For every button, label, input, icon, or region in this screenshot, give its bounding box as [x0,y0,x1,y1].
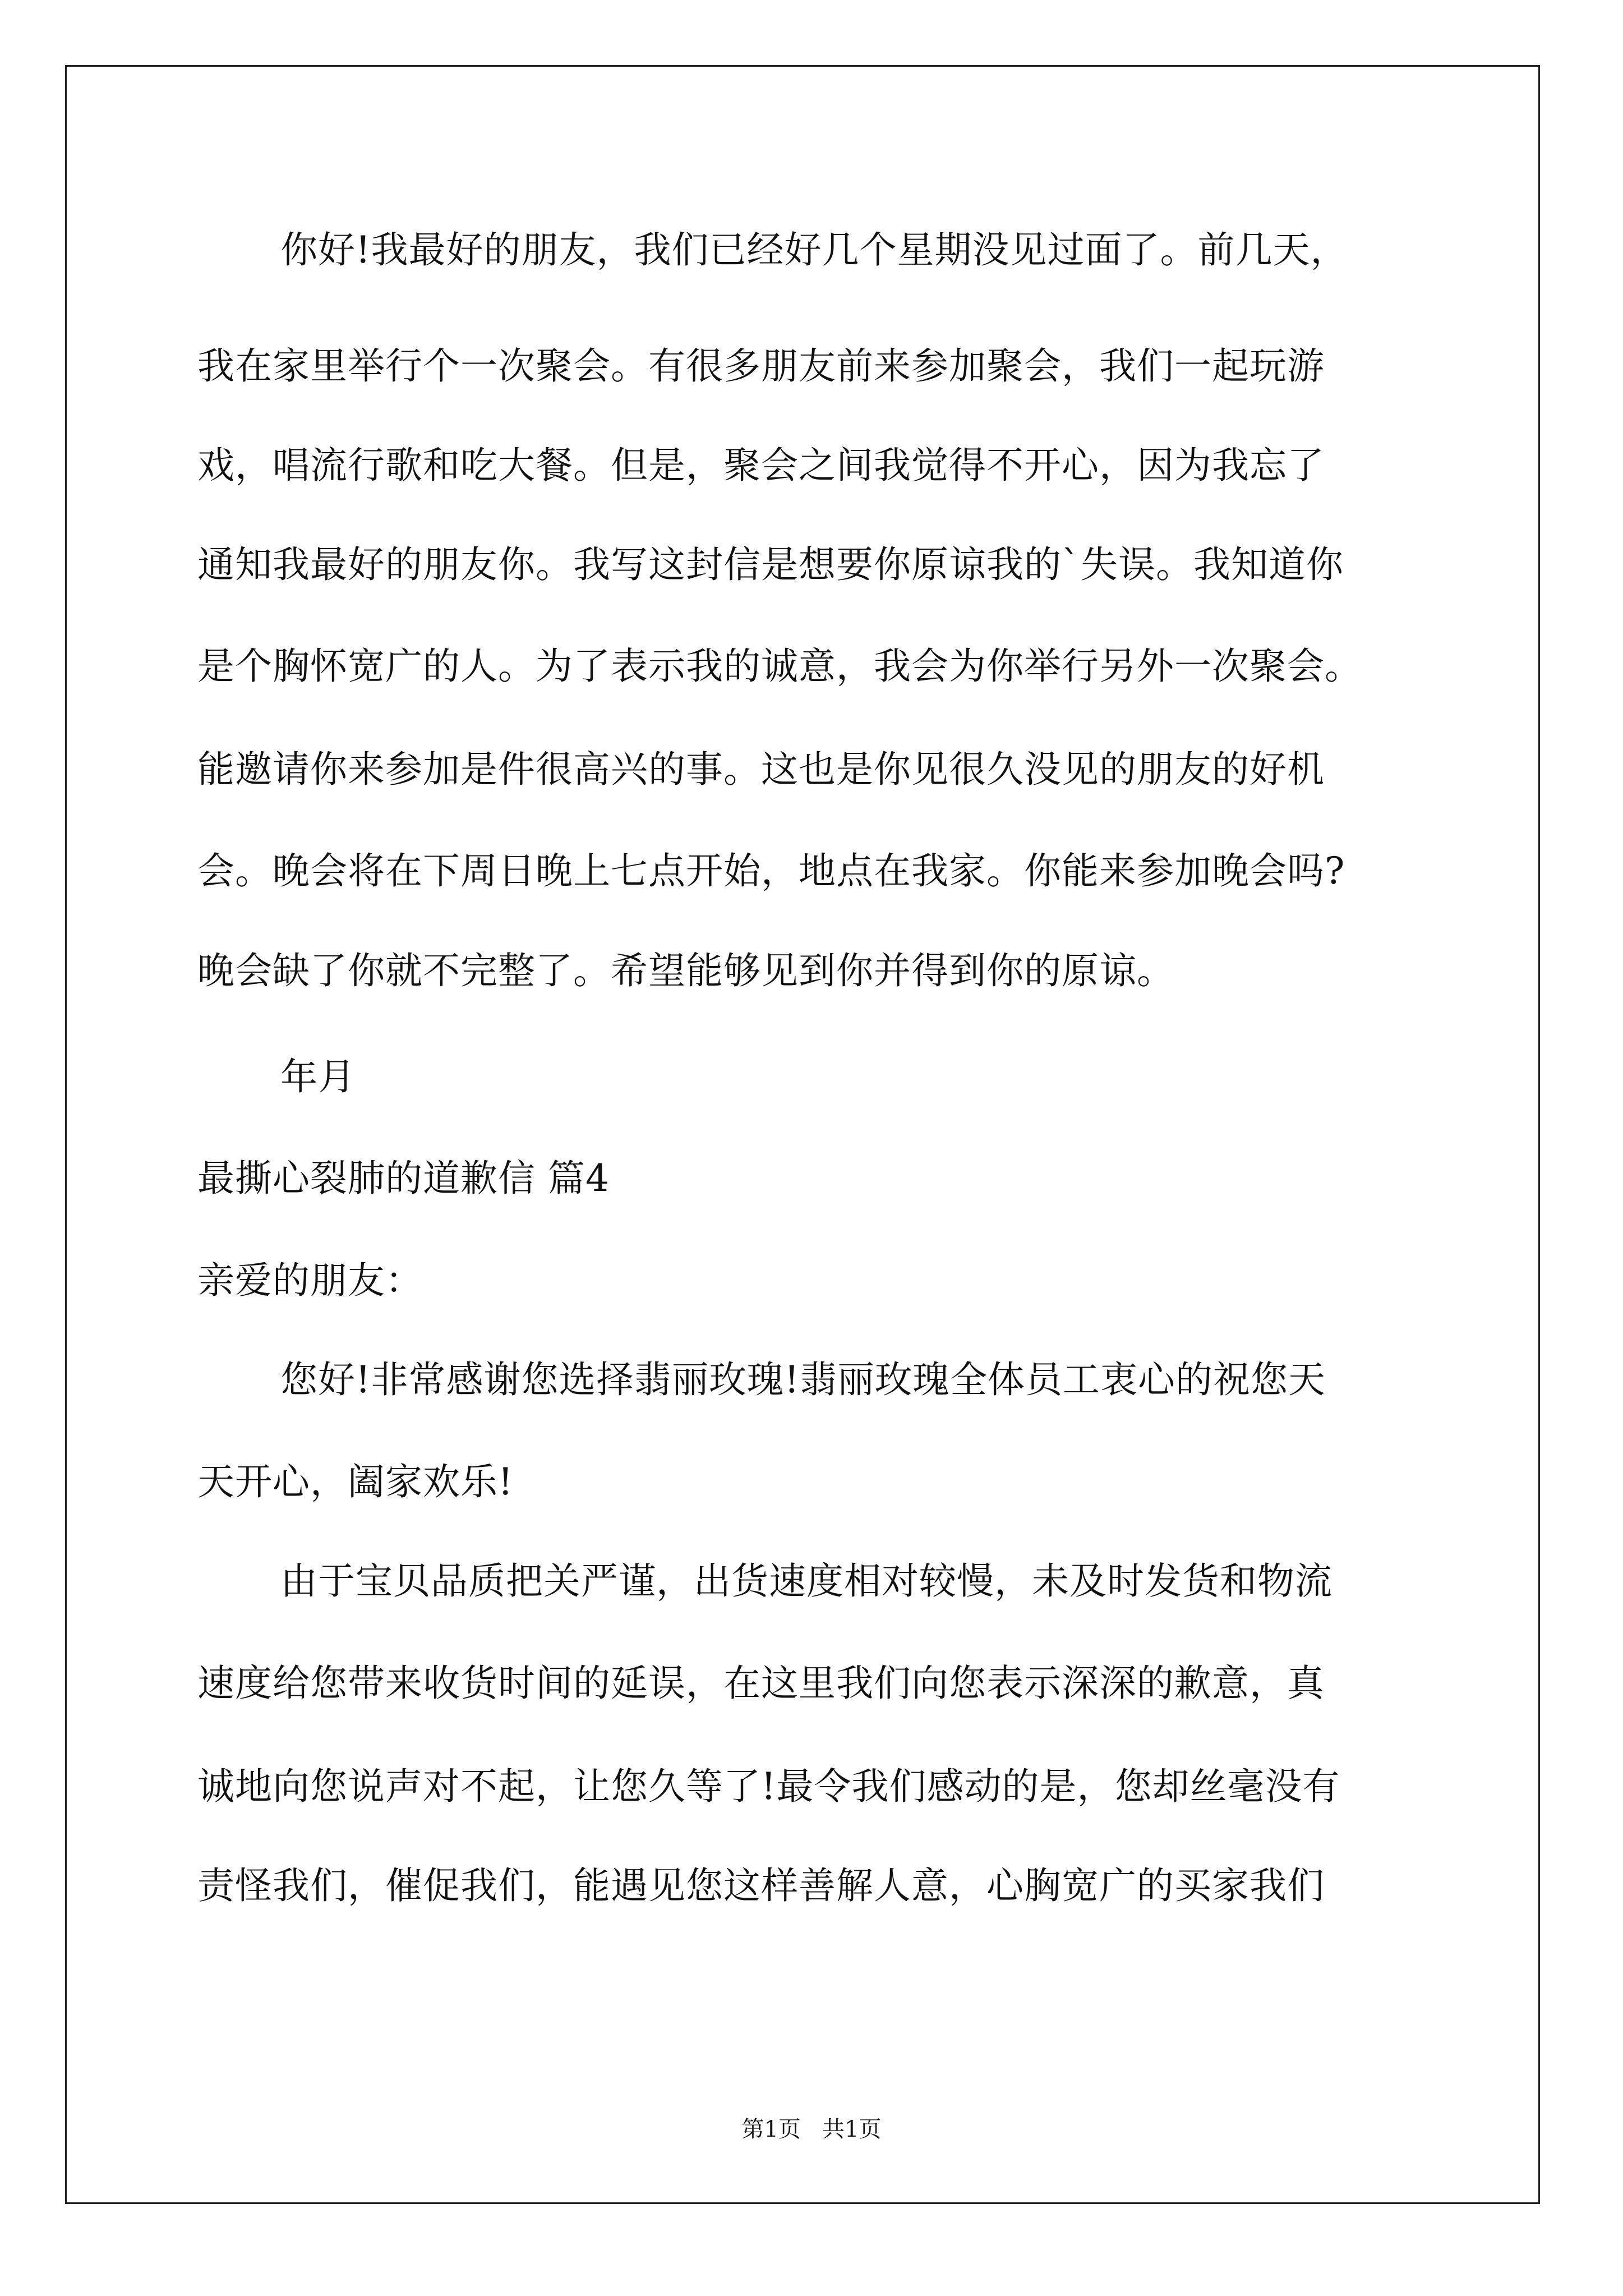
paragraph-line: 由于宝贝品质把关严谨，出货速度相对较慢，未及时发货和物流 [280,1559,1332,1603]
page-footer: 第1页 共1页 [741,2116,882,2142]
paragraph-line: 晚会缺了你就不完整了。希望能够见到你并得到你的原谅。 [197,949,1174,992]
paragraph-line: 诚地向您说声对不起，让您久等了!最令我们感动的是，您却丝毫没有 [197,1765,1340,1808]
paragraph-line: 您好!非常感谢您选择翡丽玫瑰!翡丽玫瑰全体员工衷心的祝您天 [280,1358,1326,1401]
salutation: 亲爱的朋友： [197,1259,423,1302]
paragraph-line: 通知我最好的朋友你。我写这封信是想要你原谅我的`失误。我知道你 [197,543,1344,586]
paragraph-line: 是个胸怀宽广的人。为了表示我的诚意，我会为你举行另外一次聚会。 [197,645,1362,688]
paragraph-line: 天开心，阖家欢乐! [197,1460,514,1503]
paragraph-line: 戏，唱流行歌和吃大餐。但是，聚会之间我觉得不开心，因为我忘了 [197,444,1325,487]
paragraph-line: 责怪我们，催促我们，能遇见您这样善解人意，心胸宽广的买家我们 [197,1864,1325,1907]
paragraph-line: 能邀请你来参加是件很高兴的事。这也是你见很久没见的朋友的好机 [197,748,1325,791]
paragraph-line: 速度给您带来收货时间的延误，在这里我们向您表示深深的歉意，真 [197,1662,1325,1705]
paragraph-line: 会。晚会将在下周日晚上七点开始，地点在我家。你能来参加晚会吗? [197,849,1345,892]
section-heading: 最撕心裂肺的道歉信 篇4 [197,1157,610,1200]
paragraph-line: 你好!我最好的朋友，我们已经好几个星期没见过面了。前几天， [280,228,1348,272]
date-line: 年月 [280,1055,356,1098]
paragraph-line: 我在家里举行个一次聚会。有很多朋友前来参加聚会，我们一起玩游 [197,344,1325,388]
